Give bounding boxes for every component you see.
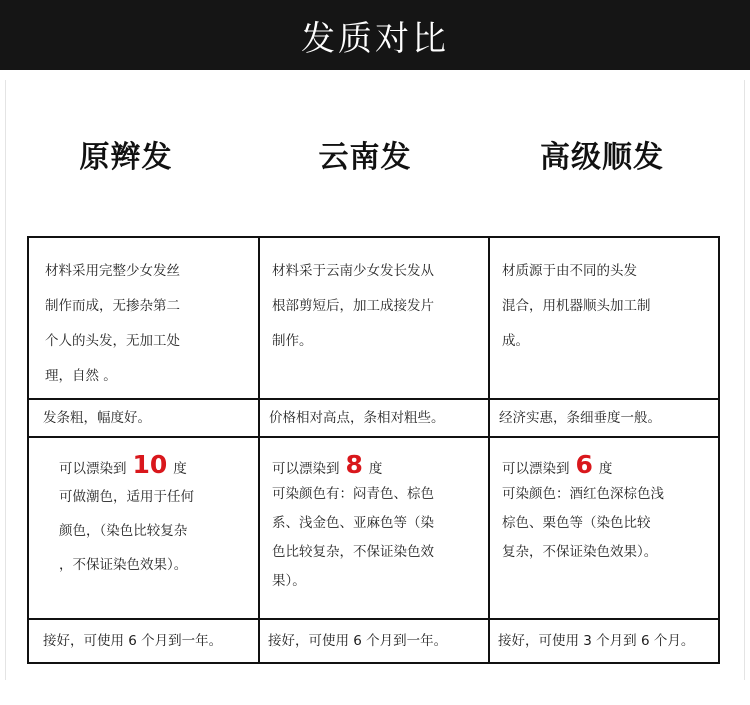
text-line: 可染颜色有：闷青色、棕色: [272, 486, 434, 502]
bleach-prefix: 可以漂染到: [502, 461, 570, 477]
bleach-degree: 8: [345, 450, 363, 479]
quality-text: 经济实惠，条细垂度一般。: [499, 410, 661, 426]
text-line: ，不保证染色效果）。: [59, 557, 188, 573]
text-line: 果）。: [272, 573, 306, 589]
text-line: 个人的头发，无加工处: [45, 333, 180, 349]
text-line: 制作。: [272, 333, 313, 349]
watermark: [340, 652, 720, 670]
text-line: 可做潮色，适用于任何: [59, 489, 194, 505]
bleach-degree: 6: [575, 450, 593, 479]
column-heading-braided: 原辫发: [79, 140, 173, 175]
bleach-unit: 度: [598, 461, 613, 477]
banner: [0, 0, 750, 70]
lifespan-text: 接好，可使用 6 个月到一年。: [268, 633, 448, 649]
banner-title: 发质对比: [301, 18, 449, 59]
text-line: 颜色，（染色比较复杂: [59, 523, 188, 539]
left-divider: [5, 80, 6, 680]
bleach-unit: 度: [173, 461, 187, 477]
column-heading-yunnan: 云南发: [318, 140, 412, 175]
text-line: 复杂，不保证染色效果）。: [502, 544, 658, 560]
bleach-prefix: 可以漂染到: [272, 461, 340, 477]
lifespan-cell-braided: [29, 620, 260, 662]
text-line: 棕色、栗色等（染色比较: [502, 515, 651, 531]
bleach-degree: 10: [132, 450, 168, 479]
text-line: 材质源于由不同的头发: [502, 263, 637, 279]
source-cell-braided: [29, 238, 260, 400]
source-cell-premium: [490, 238, 718, 400]
quality-text: 价格相对高点，条相对粗些。: [269, 410, 445, 426]
text-line: 材料采于云南少女发长发从: [272, 263, 434, 279]
quality-cell-braided: [29, 400, 260, 438]
text-line: 材料采用完整少女发丝: [45, 263, 180, 279]
dye-cell-yunnan: [260, 438, 490, 620]
bleach-level: [502, 450, 710, 484]
dye-details: [502, 480, 710, 567]
lifespan-text: 接好，可使用 6 个月到一年。: [43, 633, 223, 649]
comparison-table: [27, 236, 720, 664]
column-heading-premium: 高级顺发: [540, 140, 664, 175]
text-line: 可染颜色：酒红色深棕色浅: [502, 486, 664, 502]
bleach-level: [272, 450, 480, 484]
bleach-level: [59, 450, 250, 484]
text-line: 制作而成，无掺杂第二: [45, 298, 180, 314]
text-line: 理，自然 。: [45, 368, 117, 384]
text-line: 成。: [502, 333, 529, 349]
quality-cell-yunnan: [260, 400, 490, 438]
dye-cell-premium: [490, 438, 718, 620]
bleach-prefix: 可以漂染到: [59, 461, 127, 477]
right-divider: [744, 80, 745, 680]
dye-cell-braided: [29, 438, 260, 620]
dye-details: [59, 480, 250, 582]
quality-cell-premium: [490, 400, 718, 438]
lifespan-text: 接好，可使用 3 个月到 6 个月。: [498, 633, 695, 649]
text-line: 色比较复杂，不保证染色效: [272, 544, 434, 560]
source-cell-yunnan: [260, 238, 490, 400]
text-line: 系、浅金色、亚麻色等（染: [272, 515, 434, 531]
quality-text: 发条粗，幅度好。: [43, 410, 151, 426]
text-line: 根部剪短后，加工成接发片: [272, 298, 434, 314]
bleach-unit: 度: [368, 461, 383, 477]
dye-details: [272, 480, 480, 596]
text-line: 混合，用机器顺头加工制: [502, 298, 651, 314]
